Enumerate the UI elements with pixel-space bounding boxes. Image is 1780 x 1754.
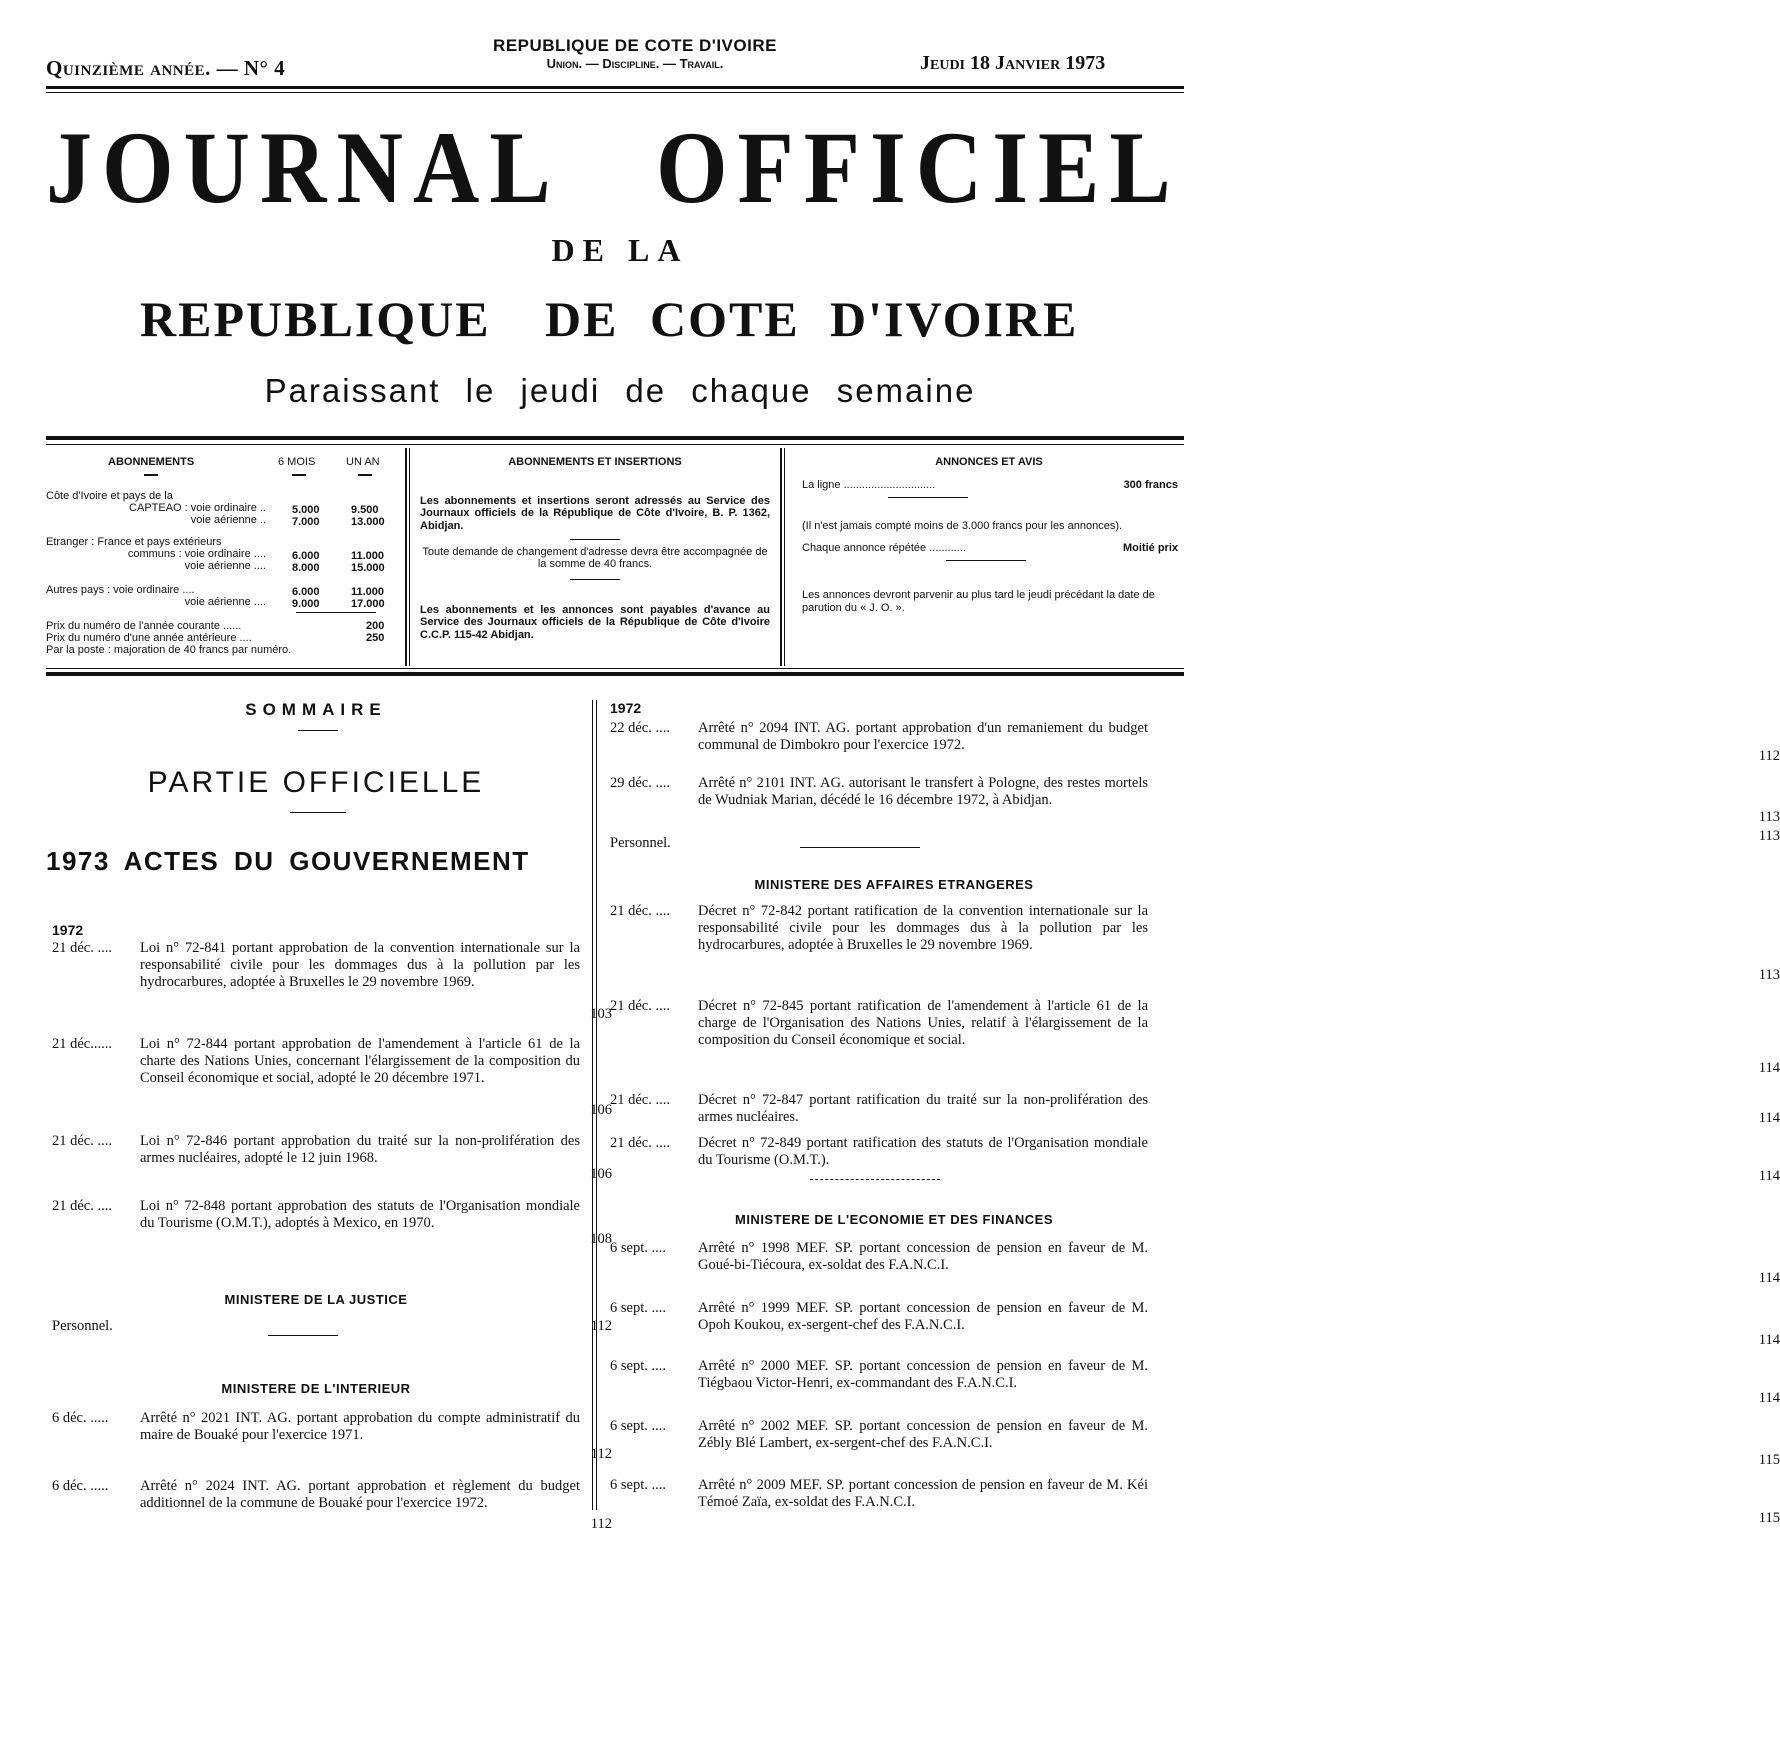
toc-entry-page: 114 [1758, 1060, 1780, 1076]
annonces-title: ANNONCES ET AVIS [935, 456, 1043, 468]
toc-entry-page: 114 [1758, 1270, 1780, 1286]
box-divider-1b [409, 448, 410, 666]
box-bottom-rule-thin [46, 668, 1184, 669]
toc-entry-text: Loi n° 72-841 portant approbation de la convention internationale sur la responsabilité civile pour les dommages dus à la pollution par les hydrocarbures, adoptée à Bruxelles le 29 novembre 1969. [140, 940, 580, 990]
toc-entry [610, 828, 1780, 852]
toc-entry-date: Personnel. [52, 1318, 113, 1334]
toc-entry-page: 112 [590, 1318, 612, 1334]
toc-entry [610, 720, 1780, 772]
toc-entry [610, 1135, 1780, 1187]
toc-entry [610, 998, 1780, 1083]
sommaire-divider [298, 730, 338, 731]
toc-entry [52, 1478, 612, 1530]
toc-entry [52, 940, 612, 1025]
insertions-title: ABONNEMENTS ET INSERTIONS [508, 456, 682, 468]
price-current-value: 200 [366, 620, 385, 632]
masthead-word-journal: JOURNAL [46, 110, 561, 225]
toc-entry-text: Arrêté n° 2094 INT. AG. portant approbation d'un remaniement du budget communal de Dimbokro pour l'exercice 1972. [698, 720, 1148, 753]
masthead-de-la: DE LA [551, 232, 689, 268]
masthead-rep-2: DE [545, 291, 619, 347]
toc-entry-text: Arrêté n° 2101 INT. AG. autorisant le transfert à Pologne, des restes mortels de Wudniak Marian, décédé le 16 décembre 1972, à Abidjan. [698, 775, 1148, 808]
partie-officielle: PARTIE OFFICIELLE [147, 766, 485, 799]
ab-row-3c: voie aérienne .... [184, 596, 266, 608]
toc-entry-text: Décret n° 72-842 portant ratification de la convention internationale sur la responsabilité civile pour les dommages dus à la pollution par les hydrocarbures, adoptée à Bruxelles le 29 novembre 1969. [698, 903, 1148, 953]
ab-row-2b: communs : voie ordinaire .... [127, 548, 266, 560]
annonce-note: (Il n'est jamais compté moins de 3.000 francs pour les annonces). [802, 519, 1123, 532]
insertions-divider [570, 539, 620, 540]
ab-val: 11.000 [351, 550, 385, 562]
toc-entry-text: Loi n° 72-848 portant approbation des statuts de l'Organisation mondiale du Tourisme (O.M.T.), adoptés à Mexico, en 1970. [140, 1198, 580, 1231]
insertions-box [420, 456, 770, 642]
ab-val: 7.000 [292, 516, 320, 528]
toc-entry-page: 114 [1758, 1332, 1780, 1348]
box-divider-1 [405, 448, 407, 666]
ab-val: 6.000 [292, 586, 320, 598]
insertions-text-1: Les abonnements et insertions seront adressés au Service des Journaux officiels de la République de Côte d'Ivoire, B. P. 1362, Abidjan. [420, 494, 770, 532]
masthead-rep-1: REPUBLIQUE [140, 291, 491, 347]
toc-entry-page: 106 [590, 1102, 612, 1118]
toc-entry-date: 21 déc...... [52, 1036, 112, 1052]
toc-entry [610, 1418, 1780, 1470]
toc-entry [610, 1358, 1780, 1410]
toc-entry-page: 115 [1758, 1452, 1780, 1468]
toc-entry-text: Arrêté n° 2024 INT. AG. portant approbation et règlement du budget additionnel de la commune de Bouaké pour l'exercice 1972. [140, 1478, 580, 1511]
ab-row-3b: Autres pays : voie ordinaire .... [46, 584, 195, 596]
toc-entry-page: 114 [1758, 1390, 1780, 1406]
toc-entry-text: Arrêté n° 2021 INT. AG. portant approbation du compte administratif du maire de Bouaké pour l'exercice 1971. [140, 1410, 580, 1443]
toc-entry [610, 1092, 1780, 1127]
ab-row-1a: Côte d'Ivoire et pays de la [46, 490, 173, 502]
price-previous-value: 250 [366, 632, 385, 644]
ab-val: 9.000 [292, 598, 320, 610]
annonce-repetee: Chaque annonce répétée ............ [802, 542, 966, 555]
toc-entry-date: 21 déc. .... [52, 940, 112, 956]
republic-header [470, 36, 800, 71]
annonces-box [796, 456, 1182, 615]
toc-entry-page: 113 [1758, 967, 1780, 983]
insertions-divider [570, 579, 620, 580]
toc-entry-text: Arrêté n° 2000 MEF. SP. portant concession de pension en faveur de M. Tiégbaou Victor-Henri, ex-commandant des F.A.N.C.I. [698, 1358, 1148, 1391]
dash [292, 474, 306, 476]
ab-val: 9.500 [351, 504, 379, 516]
toc-entry-page: 112 [590, 1516, 612, 1532]
toc-entry-date: 29 déc. .... [610, 775, 670, 791]
toc-entry-date: 6 sept. .... [610, 1240, 666, 1256]
ab-val: 13.000 [351, 516, 385, 528]
toc-entry [610, 1300, 1780, 1352]
toc-entry-text: Arrêté n° 2002 MEF. SP. portant concession de pension en faveur de M. Zébly Blé Lambert, ex-sergent-chef des F.A.N.C.I. [698, 1418, 1148, 1451]
toc-entry-text: Décret n° 72-845 portant ratification de l'amendement à l'article 61 de la charge de l'Organisation des Nations Unies, relatif à l'élargissement de la composition du Conseil économique et social. [698, 998, 1148, 1048]
dash [144, 474, 158, 476]
col-unan: UN AN [346, 456, 380, 468]
annonces-divider [946, 560, 1026, 561]
toc-entry-text: Arrêté n° 1999 MEF. SP. portant concession de pension en faveur de M. Opoh Koukou, ex-sergent-chef des F.A.N.C.I. [698, 1300, 1148, 1333]
toc-entry-date: 21 déc. .... [610, 1092, 670, 1108]
annonce-delai: Les annonces devront parvenir au plus tard le jeudi précédant la date de parution du « J. O. ». [802, 589, 1155, 614]
toc-entry-text: Loi n° 72-846 portant approbation du traité sur la non-prolifération des armes nucléaires, adopté le 12 juin 1968. [140, 1133, 580, 1166]
section-min-affaires: MINISTERE DES AFFAIRES ETRANGERES [754, 877, 1034, 892]
ab-val: 5.000 [292, 504, 320, 516]
toc-entry-date: 6 déc. ..... [52, 1478, 109, 1494]
masthead-tagline: Paraissant le jeudi de chaque semaine [264, 372, 976, 409]
box-top-rule-thin [46, 444, 1184, 445]
ab-divider [296, 612, 376, 613]
interieur-divider [800, 847, 920, 848]
toc-entry-page: 112 [590, 1446, 612, 1462]
toc-entry [52, 1410, 612, 1462]
toc-entry-page: 114 [1758, 1168, 1780, 1184]
insertions-text-3: Les abonnements et les annonces sont payables d'avance au Service des Journaux officiels de la République de Côte d'Ivoire C.C.P. 115-42 Abidjan. [420, 603, 770, 642]
section-min-economie: MINISTERE DE L'ECONOMIE ET DES FINANCES [734, 1212, 1053, 1227]
toc-entry-date: 21 déc. .... [52, 1198, 112, 1214]
toc-entry-text: Arrêté n° 2009 MEF. SP. portant concession de pension en faveur de M. Kéi Témoé Zaïa, ex-soldat des F.A.N.C.I. [698, 1477, 1148, 1510]
toc-entry-text: Loi n° 72-844 portant approbation de l'amendement à l'article 61 de la charte des Nations Unies, concernant l'élargissement de la composition du Conseil économique et social, adopté le 20 décembre 1971. [140, 1036, 580, 1086]
actes-gouvernement: 1973 ACTES DU GOUVERNEMENT [46, 846, 530, 876]
toc-entry-date: 6 sept. .... [610, 1477, 666, 1493]
header-rule-thick [46, 86, 1184, 89]
ab-val: 11.000 [351, 586, 385, 598]
annonce-ligne-price: 300 francs [1123, 478, 1178, 491]
price-previous: Prix du numéro d'une année antérieure .... [46, 632, 252, 644]
insertions-text-2: Toute demande de changement d'adresse devra être accompagnée de la somme de 40 francs. [422, 545, 768, 571]
section-min-interieur: MINISTERE DE L'INTERIEUR [221, 1381, 411, 1396]
box-divider-2 [780, 448, 782, 666]
toc-entry-page: 112 [1758, 748, 1780, 764]
toc-entry-page: 114 [1758, 1110, 1780, 1126]
toc-entry-text: Décret n° 72-849 portant ratification des statuts de l'Organisation mondiale du Tourisme (O.M.T.). [698, 1135, 1148, 1168]
box-divider-2b [784, 448, 785, 666]
year-right: 1972 [610, 700, 642, 716]
toc-entry-date: 21 déc. .... [52, 1133, 112, 1149]
annonce-repetee-price: Moitié prix [1122, 542, 1178, 555]
toc-entry-page: 115 [1758, 1510, 1780, 1526]
justice-divider [268, 1335, 338, 1336]
ab-val: 6.000 [292, 550, 320, 562]
ab-val: 17.000 [351, 598, 385, 610]
toc-entry-date: 6 sept. .... [610, 1418, 666, 1434]
abonnements-box [46, 456, 396, 662]
toc-entry-date: 22 déc. .... [610, 720, 670, 736]
toc-entry-page: 113 [1758, 828, 1780, 844]
ab-row-2a: Etranger : France et pays extérieurs [46, 536, 222, 548]
masthead-word-officiel: OFFICIEL [656, 110, 1181, 225]
masthead-rep-4: D'IVOIRE [830, 291, 1079, 347]
col-6mois: 6 MOIS [278, 456, 316, 468]
toc-entry-date: 21 déc. .... [610, 903, 670, 919]
dash [358, 474, 372, 476]
toc-entry [610, 903, 1780, 988]
issue-date: Jeudi 18 Janvier 1973 [920, 52, 1106, 74]
year-left: 1972 [52, 922, 84, 938]
toc-entry [52, 1198, 612, 1250]
header-rule-thin [46, 92, 1184, 93]
ab-row-2c: voie aérienne .... [184, 560, 266, 572]
toc-entry-date: 21 déc. .... [610, 998, 670, 1014]
toc-entry-date: 6 sept. .... [610, 1358, 666, 1374]
section-min-justice: MINISTERE DE LA JUSTICE [224, 1292, 408, 1307]
box-top-rule [46, 436, 1184, 440]
ab-val: 15.000 [351, 562, 385, 574]
annonces-divider [888, 497, 968, 498]
toc-entry [52, 1036, 612, 1121]
motto: Union. — Discipline. — Travail. [546, 56, 724, 71]
price-current: Prix du numéro de l'année courante ...... [46, 620, 242, 632]
republic-name: REPUBLIQUE DE COTE D'IVOIRE [493, 36, 777, 55]
toc-entry [610, 775, 1780, 827]
masthead-rep-3: COTE [650, 291, 800, 347]
toc-entry-page: 103 [590, 1006, 612, 1022]
toc-entry-date: 21 déc. .... [610, 1135, 670, 1151]
toc-entry [52, 1318, 612, 1335]
ab-row-1b: CAPTEAO : voie ordinaire .. [129, 502, 266, 514]
abonnements-title: ABONNEMENTS [108, 456, 195, 468]
sommaire-title: SOMMAIRE [245, 700, 387, 719]
toc-entry [610, 1477, 1780, 1529]
toc-entry [610, 1240, 1780, 1292]
toc-entry-date: 6 déc. ..... [52, 1410, 109, 1426]
toc-entry-date: 6 sept. .... [610, 1300, 666, 1316]
ab-val: 8.000 [292, 562, 320, 574]
toc-entry-text: Décret n° 72-847 portant ratification du traité sur la non-prolifération des armes nucléaires. [698, 1092, 1148, 1125]
toc-entry-page: 113 [1758, 809, 1780, 825]
toc-entry-date: Personnel. [610, 835, 671, 851]
toc-entry-text: Arrêté n° 1998 MEF. SP. portant concession de pension en faveur de M. Goué-bi-Tiécoura, ex-soldat des F.A.N.C.I. [698, 1240, 1148, 1273]
affaires-divider [810, 1179, 940, 1180]
toc-entry-page: 106 [590, 1166, 612, 1182]
toc-entry [52, 1133, 612, 1185]
price-post: Par la poste : majoration de 40 francs par numéro. [46, 644, 292, 656]
toc-entry-page: 108 [590, 1231, 612, 1247]
issue-number: Quinzième année. — N° 4 [46, 56, 286, 80]
partie-divider [290, 812, 346, 813]
annonce-ligne: La ligne .............................. [802, 478, 936, 491]
ab-row-1c: voie aérienne .. [190, 514, 266, 526]
box-bottom-rule [46, 672, 1184, 676]
